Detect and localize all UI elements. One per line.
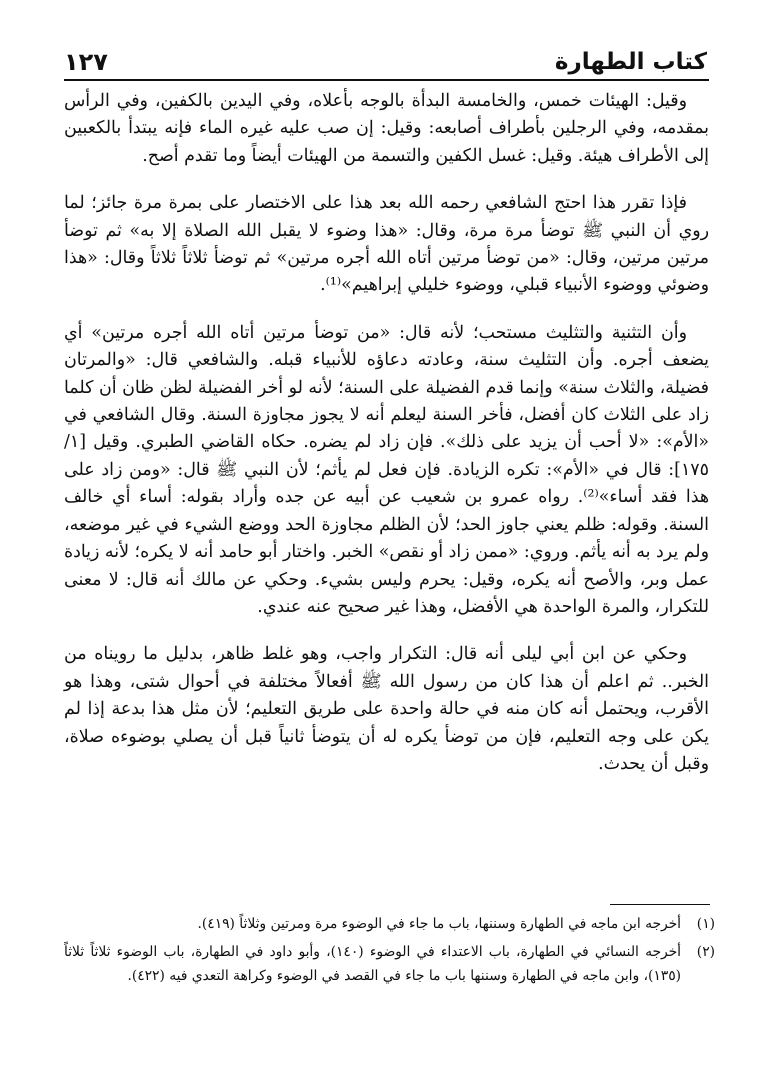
footnotes: [64, 912, 715, 992]
page-number: ١٢٧: [64, 48, 108, 76]
footnote: [64, 912, 715, 936]
main-text: [64, 88, 709, 778]
paragraph: وقيل: الهيئات خمس، والخامسة البدأة بالوجه بأعلاه، وفي اليدين بالكفين، وفي الرأس بمقدمه، وفي الرجلين بأطراف أصابعه: وقيل: إن صب عليه غيره الماء فإنه يبتدأ بالكعبين إلى الأطراف هيئة. وقيل: غسل الكفين والتسمة من الهيئات أيضاً وما تقدم أصح.: [64, 91, 709, 166]
paragraph: فإذا تقرر هذا احتج الشافعي رحمه الله بعد هذا على الاختصار على بمرة مرة جائز؛ لما روي أن النبي ﷺ توضأ مرة مرة، وقال: «هذا وضوء لا يقبل الله الصلاة إلا به» ثم توضأ مرتين مرتين، وقال: «من توضأ مرتين أتاه الله أجره مرتين» ثم توضأ ثلاثاً ثلاثاً وقال: «هذا وضوئي ووضوء الأنبياء قبلي، ووضوء خليلي إبراهيم»⁽¹⁾.: [64, 193, 709, 296]
header-rule: [64, 79, 709, 81]
paragraph: وأن التثنية والتثليث مستحب؛ لأنه قال: «من توضأ مرتين أتاه الله أجره مرتين» أي يضعف أجره. وأن التثليث سنة، وعادته دعاؤه للأنبياء قبله. والشافعي قال: «والمرتان فضيلة، والثلاث سنة» وإنما قدم الفضيلة على السنة؛ لأنه لو أخر الفضيلة لظن ظان أن كلما زاد على الثلاث كان أفضل، فأخر السنة ليعلم أنه لا يجوز مجاوزة السنة. وقال الشافعي في «الأم»: «لا أحب أن يزيد على ذلك». فإن زاد لم يضره. حكاه القاضي الطبري. وقيل [١/ ١٧٥]: قال في «الأم»: تكره الزيادة. فإن فعل لم يأثم؛ لأن النبي ﷺ قال: «ومن زاد على هذا فقد أساء»⁽²⁾. رواه عمرو بن شعيب عن أبيه عن جده وأراد بقوله: أساء أي خالف السنة. وقوله: ظلم يعني جاوز الحد؛ لأن الظلم مجاوزة الحد ووضع الشيء في غير موضعه، ولم يرد به أنه يأثم. وروي: «ممن زاد أو نقص» الخبر. واختار أبو حامد أنه لا يكره؛ لأنه زيادة عمل وبر، والأصح أنه يكره، وقيل: يحرم وليس بشيء. وحكي عن مالك أنه قال: لا معنى للتكرار، والمرة الواحدة هي الأفضل، وهذا غير صحيح عنه عندي.: [64, 322, 710, 617]
footnote-text: أخرجه النسائي في الطهارة، باب الاعتداء في الوضوء (١٤٠)، وأبو داود في الطهارة، باب الوضوء ثلاثاً ثلاثاً (١٣٥)، وابن ماجه في الطهارة وسننها باب ما جاء في القصد في الوضوء وكراهة التعدي فيه (٤٢٢).: [64, 944, 681, 984]
running-title: كتاب الطهارة: [554, 49, 707, 75]
footnote-number: (٢): [696, 944, 715, 960]
footnote-number: (١): [696, 916, 715, 932]
paragraph: وحكي عن ابن أبي ليلى أنه قال: التكرار واجب، وهو غلط ظاهر، بدليل ما رويناه من الخبر.. ثم اعلم أن هذا كان من رسول الله ﷺ أفعالاً مختلفة في أحوال شتى، وهذا هو الأقرب، ويحتمل أنه كان منه في حالة واحدة على طريق التعليم؛ لأن مثل هذا بدعة إذا لم يكن على وجه التعليم، فإن من توضأ يكره له أن يتوضأ ثانياً قبل أن يصلي بوضوءه صلاة، وقبل أن يحدث.: [64, 644, 709, 774]
page-header: [64, 36, 707, 76]
footnote: [64, 940, 715, 988]
footnote-text: أخرجه ابن ماجه في الطهارة وسننها، باب ما جاء في الوضوء مرة ومرتين وثلاثاً (٤١٩).: [197, 916, 681, 932]
footnote-rule: [610, 904, 710, 905]
